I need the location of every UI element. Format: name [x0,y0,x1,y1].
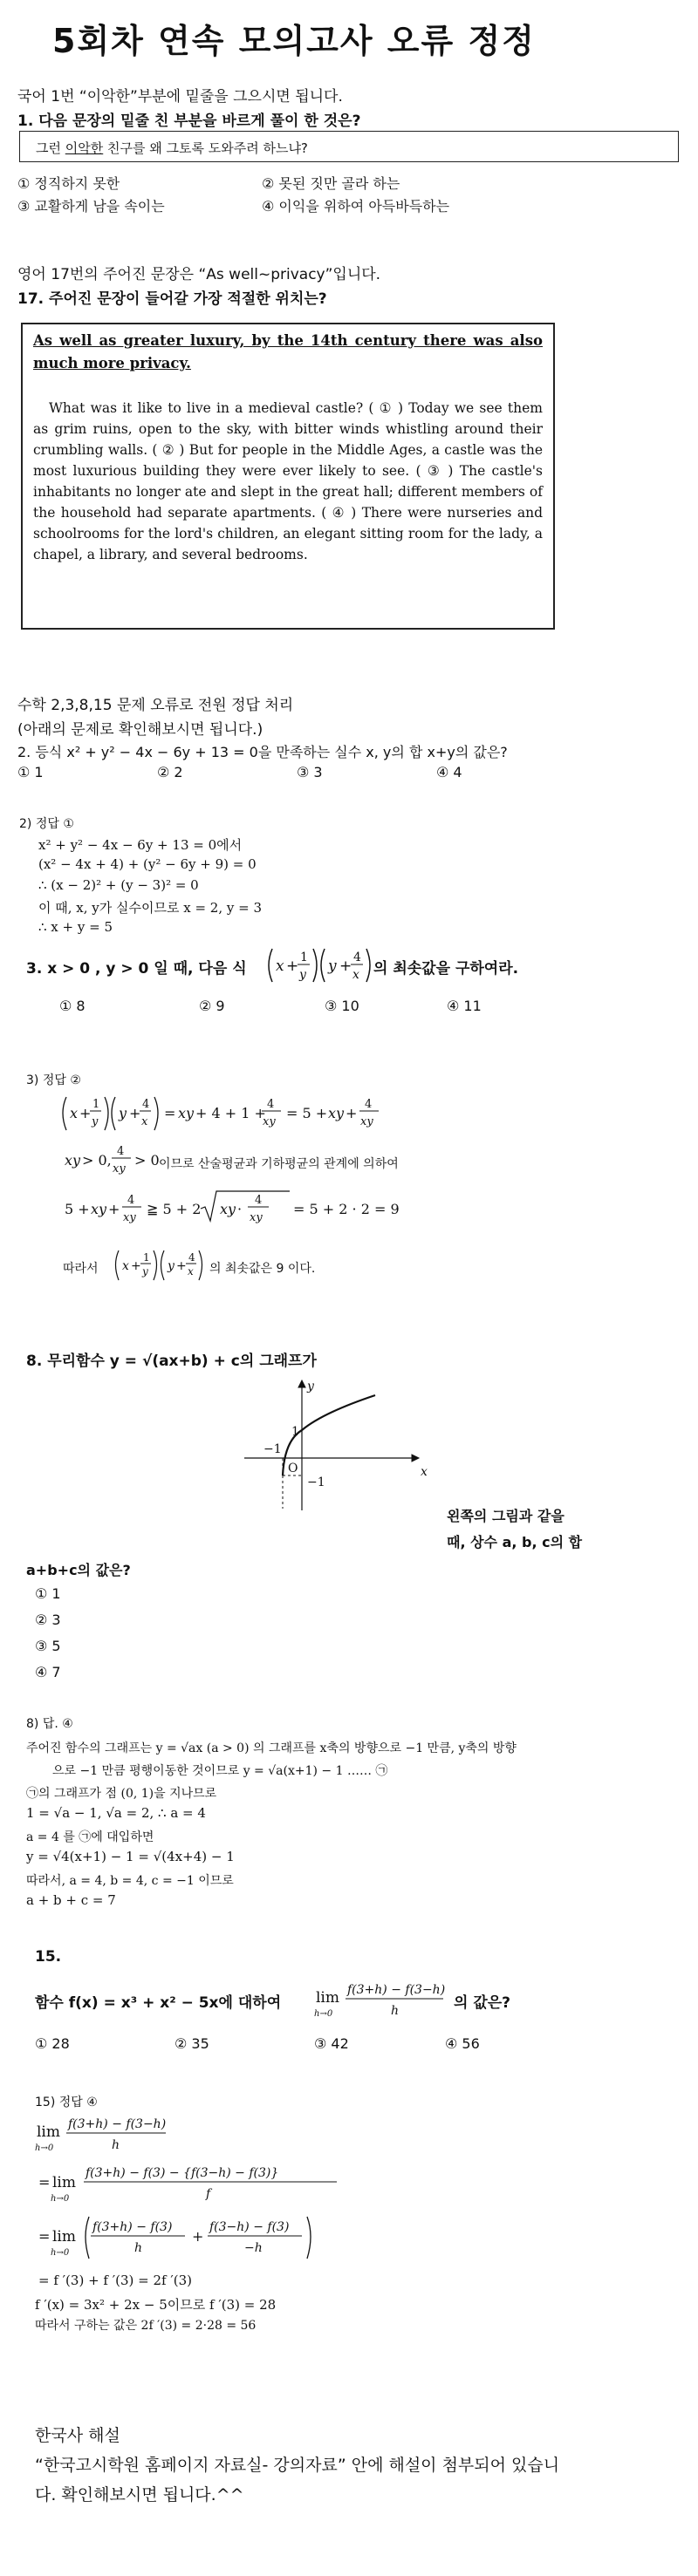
q8-graph [236,1378,428,1517]
korean-choice-1: ① 정직하지 못한 [17,175,120,192]
q8-answer-label: 8) 답. ④ [26,1717,73,1731]
svg-text:f(3+h) − f(3) − {f(3−h) − f(3): f(3+h) − f(3) − {f(3−h) − f(3)} [86,2166,279,2180]
graph-y-one-label: 1 [291,1425,299,1439]
svg-text:4: 4 [188,1251,195,1264]
svg-text:5 +: 5 + [65,1201,90,1217]
q15-choice-4: ④ 56 [445,2035,480,2052]
svg-text:4: 4 [353,951,361,964]
svg-text:xy: xy [328,1105,345,1121]
q2-line: ∴ x + y = 5 [38,919,113,935]
svg-text:h→0: h→0 [51,2248,70,2258]
svg-text:xy: xy [123,1211,136,1224]
svg-text:= 5 +: = 5 + [286,1105,328,1121]
svg-text:h→0: h→0 [35,2143,54,2153]
q8-line: 1 = √a − 1, √a = 2, ∴ a = 4 [26,1805,206,1821]
svg-text:+: + [339,957,352,975]
svg-text:y: y [299,968,306,982]
english-note: 영어 17번의 주어진 문장은 “As well~privacy”입니다. [17,266,381,283]
svg-text:+: + [131,1259,141,1273]
english-question: 17. 주어진 문장이 들어갈 가장 적절한 위치는? [17,290,327,308]
svg-text:4: 4 [365,1098,373,1111]
svg-text:xy: xy [220,1201,236,1217]
q8-question-tail: a+b+c의 값은? [26,1562,131,1578]
svg-text:lim: lim [52,2228,76,2245]
svg-text:> 0,: > 0, [82,1152,112,1169]
q2-line: x² + y² − 4x − 6y + 13 = 0에서 [38,837,243,853]
q3-conclusion-pre: 따라서 [63,1262,99,1276]
svg-text:lim: lim [37,2123,60,2141]
graph-y-neg-one-label: −1 [307,1475,325,1489]
q8-line: 따라서, a = 4, b = 4, c = −1 이므로 [26,1874,234,1888]
svg-text:=: = [164,1105,176,1121]
svg-text:xy: xy [250,1211,263,1224]
q15-line: f ′(x) = 3x² + 2x − 5이므로 f ′(3) = 28 [35,2297,277,2313]
svg-text:f(3+h) − f(3−h): f(3+h) − f(3−h) [68,2117,167,2131]
svg-text:f(3+h) − f(3−h): f(3+h) − f(3−h) [347,1983,446,1997]
svg-text:x: x [141,1115,148,1128]
history-text-line-1: “한국고시학원 홈페이지 자료실- 강의자료” 안에 해설이 첨부되어 있습니 [35,2456,560,2475]
svg-text:= 5 + 2 · 2 = 9: = 5 + 2 · 2 = 9 [293,1201,400,1217]
given-sentence: As well as greater luxury, by the 14th century there was also much more privacy. [33,332,543,371]
svg-text:f(3+h) − f(3): f(3+h) − f(3) [92,2220,173,2234]
svg-text:x: x [352,968,359,982]
q8-line: y = √4(x+1) − 1 = √(4x+4) − 1 [26,1849,235,1864]
svg-text:+: + [129,1105,141,1121]
q15-question-tail: 의 값은? [454,1994,511,2012]
svg-text:xy: xy [91,1201,107,1217]
svg-text:+: + [108,1201,120,1217]
svg-text:4: 4 [127,1194,135,1207]
svg-text:f: f [206,2187,211,2201]
svg-text:lim: lim [316,1989,339,2007]
svg-text:xy: xy [65,1152,81,1169]
svg-text:=: = [38,2228,51,2245]
svg-text:=: = [38,2174,51,2191]
svg-text:h: h [112,2138,120,2152]
history-text-line-2: 다. 확인해보시면 됩니다.^^ [35,2485,244,2504]
q3-solution-text: 이므로 산술평균과 기하평균의 관계에 의하여 [159,1157,399,1171]
svg-text:+: + [176,1259,187,1273]
svg-text:4: 4 [255,1194,263,1207]
q3-choice-4: ④ 11 [447,998,482,1014]
korean-note: 국어 1번 “이악한”부분에 밑줄을 그으시면 됩니다. [17,88,343,106]
q15-choice-3: ③ 42 [314,2035,349,2052]
q3-choice-2: ② 9 [199,998,225,1014]
svg-text:−h: −h [244,2241,263,2255]
q15-choice-2: ② 35 [174,2035,209,2052]
svg-text:+ 4 + 1 +: + 4 + 1 + [195,1105,266,1121]
korean-sentence: 그런 이악한 친구를 왜 그토록 도와주려 하느냐? [36,140,308,156]
q8-side-text-2: 때, 상수 a, b, c의 합 [447,1534,583,1550]
math-note: 수학 2,3,8,15 문제 오류로 전원 정답 처리 [17,697,294,714]
svg-text:x: x [276,957,284,975]
q8-question: 8. 무리함수 y = √(ax+b) + c의 그래프가 [26,1353,317,1370]
svg-text:·: · [237,1201,243,1217]
q8-line: ㉠의 그래프가 점 (0, 1)을 지나므로 [26,1787,217,1801]
q15-line: 따라서 구하는 값은 2f ′(3) = 2·28 = 56 [35,2319,257,2333]
q8-choice-1: ① 1 [35,1585,61,1602]
svg-text:y: y [119,1105,127,1121]
q3-question: 3. x > 0 , y > 0 일 때, 다음 식 [26,960,247,978]
underlined-word: 이악한 [65,140,104,156]
q8-line: a = 4 를 ㉠에 대입하면 [26,1830,154,1844]
svg-text:h→0: h→0 [51,2194,70,2204]
q15-line: = f ′(3) + f ′(3) = 2f ′(3) [38,2273,193,2288]
q2-choice-3: ③ 3 [297,764,323,780]
svg-text:+: + [346,1105,358,1121]
q3-choice-3: ③ 10 [325,998,359,1014]
q2-answer-label: 2) 정답 ① [19,817,74,831]
korean-question: 1. 다음 문장의 밑줄 친 부분을 바르게 풀이 한 것은? [17,112,361,130]
graph-origin-label: O [288,1462,298,1475]
q8-choice-2: ② 3 [35,1612,61,1628]
q8-line: a + b + c = 7 [26,1892,116,1908]
svg-text:x: x [122,1259,129,1273]
english-passage-box [21,323,555,630]
q15-limit-expression [312,1976,452,2025]
q8-side-text-1: 왼쪽의 그림과 같을 [447,1508,565,1524]
svg-text:x: x [70,1105,79,1121]
svg-text:4: 4 [267,1098,275,1111]
korean-sentence-box [19,131,679,162]
svg-text:lim: lim [52,2174,76,2191]
history-heading: 한국사 해설 [35,2426,120,2445]
svg-text:h: h [391,2004,400,2018]
svg-text:4: 4 [142,1098,150,1111]
korean-choice-2: ② 못된 짓만 골라 하는 [262,175,400,192]
svg-text:> 0: > 0 [134,1152,160,1169]
svg-text:xy: xy [360,1115,373,1128]
q8-choice-3: ③ 5 [35,1638,61,1654]
svg-text:h→0: h→0 [314,2009,333,2019]
q2-question: 2. 등식 x² + y² − 4x − 6y + 13 = 0을 만족하는 실수 x, y의 합 x+y의 값은? [17,744,508,760]
svg-text:1: 1 [143,1251,150,1264]
svg-text:y: y [142,1265,148,1278]
svg-text:+: + [192,2228,204,2245]
q8-line: 주어진 함수의 그래프는 y = √ax (a > 0) 의 그래프를 x축의 방향으로 −1 만큼, y축의 방향 [26,1741,517,1755]
svg-text:+: + [79,1105,92,1121]
q2-line: 이 때, x, y가 실수이므로 x = 2, y = 3 [38,900,262,916]
svg-text:y: y [168,1259,174,1273]
graph-x-label: x [421,1465,428,1479]
q2-line: (x² − 4x + 4) + (y² − 6y + 9) = 0 [38,856,257,872]
q3-conclusion: 의 최솟값은 9 이다. [209,1262,316,1276]
svg-text:xy: xy [113,1162,126,1176]
page-title: 5회차 연속 모의고사 오류 정정 [52,22,536,60]
q15-number: 15. [35,1948,62,1966]
svg-text:y: y [328,957,337,975]
korean-choice-3: ③ 교활하게 남을 속이는 [17,198,165,215]
q15-solution-math [35,2110,419,2276]
q8-choice-4: ④ 7 [35,1664,61,1680]
svg-text:y: y [92,1115,99,1128]
q2-line: ∴ (x − 2)² + (y − 3)² = 0 [38,877,199,893]
svg-text:4: 4 [117,1145,125,1158]
svg-text:+: + [286,957,299,975]
graph-y-label: y [307,1380,314,1394]
q3-answer-label: 3) 정답 ② [26,1073,81,1087]
q15-answer-label: 15) 정답 ④ [35,2096,98,2109]
svg-text:x: x [188,1265,194,1278]
graph-x-neg-one-label: −1 [263,1442,282,1456]
q15-question: 함수 f(x) = x³ + x² − 5x에 대하여 [35,1994,282,2012]
svg-text:1: 1 [300,951,308,964]
svg-text:1: 1 [92,1098,100,1111]
korean-choice-4: ④ 이익을 위하여 아득바득하는 [262,198,450,215]
q2-choice-1: ① 1 [17,764,44,780]
svg-text:f(3−h) − f(3): f(3−h) − f(3) [209,2220,290,2234]
math-note-2: (아래의 문제로 확인해보시면 됩니다.) [17,721,263,739]
q3-choice-1: ① 8 [59,998,86,1014]
q8-line: 으로 −1 만큼 평행이동한 것이므로 y = √a(x+1) − 1 …… ㉠ [52,1764,388,1778]
svg-text:xy: xy [178,1105,195,1121]
svg-text:h: h [134,2241,143,2255]
svg-text:≧ 5 + 2: ≧ 5 + 2 [147,1201,202,1217]
passage-text: What was it like to live in a medieval castle? ( ① ) Today we see them as grim ruins, open to the sky, with bitter winds whistling around their crumbling walls. ( ② ) But for people in the Middle Ages, a castle was the most luxurious building they were ever likely to see. ( ③ ) The castle's inhabitants no longer ate and slept in the great hall; different members of the household had separate apartments. ( ④ ) There were nurseries and schoolrooms for the lord's children, an elegant sitting room for the lady, a chapel, a library, and several bedrooms. [33,400,543,562]
q3-question-tail: 의 최솟값을 구하여라. [373,960,519,978]
q15-choice-1: ① 28 [35,2035,70,2052]
q2-choice-4: ④ 4 [436,764,462,780]
svg-text:xy: xy [263,1115,276,1128]
q2-choice-2: ② 2 [157,764,183,780]
